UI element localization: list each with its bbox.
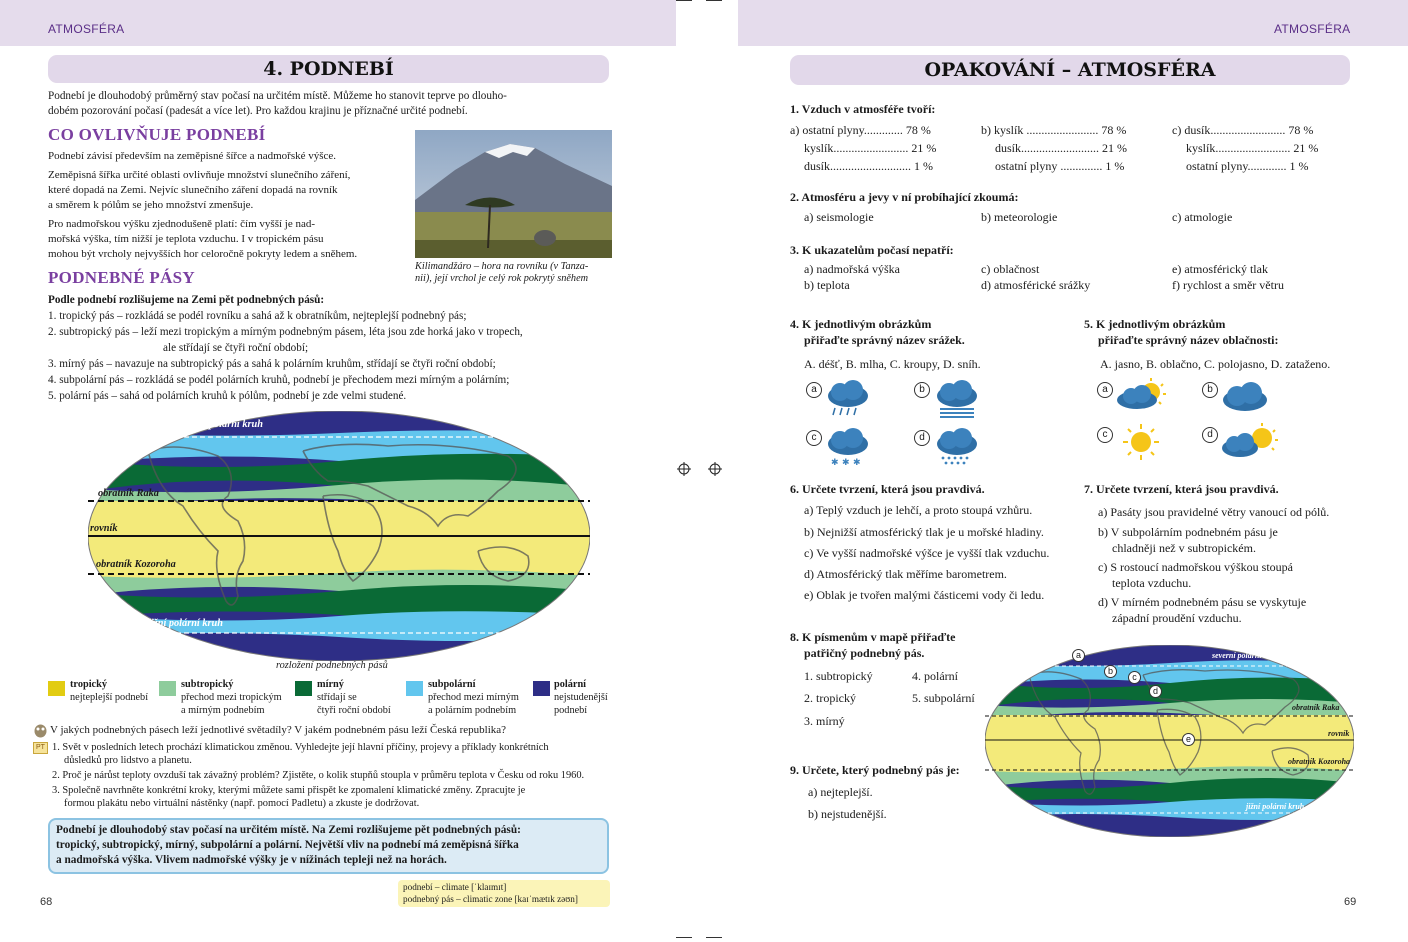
q4-options: A. déšť, B. mlha, C. kroupy, D. sníh. — [804, 357, 981, 371]
task-3a: 3. Společně navrhněte konkrétní kroky, kterými můžete sami přispět ke zpomalení klimatické změny. Zpracujte je — [52, 785, 526, 796]
task-1b: důsledků pro lidstvo a planetu. — [64, 755, 192, 766]
q6-option-e: e) Oblak je tvořen malými částicemi vody či ledu. — [804, 588, 1045, 602]
q1-option-a2: kyslík......................... 21 % — [804, 141, 937, 155]
q5-heading-1: 5. K jednotlivým obrázkům — [1084, 317, 1226, 331]
rmap-marker-c: c — [1128, 671, 1141, 684]
belt-5: 5. polární pás – sahá od polárních kruhů k pólům, podnebí je zde velmi studené. — [48, 390, 407, 402]
q3-option-b: b) teplota — [804, 278, 850, 292]
partly-cloudy-icon — [1115, 378, 1167, 414]
page-number-right: 69 — [1344, 896, 1357, 908]
q8-option-5: 5. subpolární — [912, 691, 975, 705]
q8-heading-2: patřičný podnebný pás. — [804, 646, 925, 660]
summary-line-3: a nadmořská výška. Vlivem nadmořské výšky je v nížinách tepleji než na horách. — [56, 854, 447, 866]
belt-4: 4. subpolární pás – rozkládá se podél polárních kruhů, podnebí je přechodem mezi mírným a polárním; — [48, 374, 510, 386]
legend-polar-desc1: nejstudenější — [554, 692, 608, 703]
legend-polar-desc2: podnebí — [554, 705, 588, 716]
legend-swatch-subtropical — [159, 681, 176, 696]
rain-cloud-icon — [825, 380, 871, 418]
task-3b: formou plakátu nebo virtuální nástěnky (např. pomocí Padletu) a zkuste je dodržovat. — [64, 798, 420, 809]
snow-cloud-icon — [825, 428, 871, 468]
q4-label-c: c — [806, 430, 822, 446]
map-caption: rozložení podnebných pásů — [276, 660, 388, 671]
q5-label-b: b — [1202, 382, 1218, 398]
q8-option-2: 2. tropický — [804, 691, 856, 705]
heading-belts: PODNEBNÉ PÁSY — [48, 268, 195, 287]
q6-heading: 6. Určete tvrzení, která jsou pravdivá. — [790, 482, 985, 496]
legend-swatch-subpolar — [406, 681, 423, 696]
q1-heading: 1. Vzduch v atmosféře tvoří: — [790, 102, 936, 116]
question-owl-icon — [33, 722, 48, 738]
fog-cloud-icon — [934, 380, 980, 420]
q1-option-c1: c) dusík......................... 78 % — [1172, 123, 1314, 137]
q9-heading: 9. Určete, který podnebný pás je: — [790, 763, 960, 777]
question-text: V jakých podnebných pásech leží jednotlivé světadíly? V jakém podnebném pásu leží Česká republika? — [50, 724, 507, 736]
q6-option-b: b) Nejnižší atmosférický tlak je u mořské hladiny. — [804, 525, 1044, 539]
hail-cloud-icon — [934, 428, 980, 468]
rmap-label-equator: rovník — [1328, 729, 1350, 738]
crop-mark — [706, 0, 722, 1]
section-label: ATMOSFÉRA — [1274, 22, 1351, 36]
q7-option-b2: chladněji než v subtropickém. — [1112, 541, 1256, 555]
q3-option-a: a) nadmořská výška — [804, 262, 900, 276]
q8-option-1: 1. subtropický — [804, 669, 873, 683]
crop-mark — [676, 0, 692, 1]
q7-option-c2: teplota vzduchu. — [1112, 576, 1192, 590]
kilimanjaro-photo — [415, 130, 612, 258]
q8-option-3: 3. mírný — [804, 714, 845, 728]
legend-subpolar-desc1: přechod mezi mírným — [428, 692, 519, 703]
map-label-cancer: obratník Raka — [98, 488, 159, 499]
q6-option-c: c) Ve vyšší nadmořské výšce je vyšší tlak vzduchu. — [804, 546, 1050, 560]
q9-option-a: a) nejteplejší. — [808, 785, 873, 799]
q2-heading: 2. Atmosféru a jevy v ní probíhající zkoumá: — [790, 190, 1019, 204]
q4-label-d: d — [914, 430, 930, 446]
rmap-label-south-circle: jižní polární kruh — [1246, 802, 1305, 811]
q6-option-d: d) Atmosférický tlak měříme barometrem. — [804, 567, 1007, 581]
legend-tropical-name: tropický — [70, 679, 107, 690]
summary-line-1: Podnebí je dlouhodobý stav počasí na určitém místě. Na Zemi rozlišujeme pět podnebných pásů: — [56, 824, 521, 836]
registration-mark-icon — [677, 462, 691, 476]
rmap-marker-a: a — [1072, 649, 1085, 662]
q3-option-e: e) atmosférický tlak — [1172, 262, 1268, 276]
legend-subtropical-desc1: přechod mezi tropickým — [181, 692, 282, 703]
legend-subtropical-name: subtropický — [181, 679, 234, 690]
q1-option-c3: ostatní plyny............. 1 % — [1186, 159, 1309, 173]
sun-behind-cloud-icon — [1220, 422, 1280, 460]
rmap-label-cancer: obratník Raka — [1292, 703, 1340, 712]
legend-subpolar-name: subpolární — [428, 679, 476, 690]
crop-mark — [676, 937, 692, 938]
q3-heading: 3. K ukazatelům počasí nepatří: — [790, 243, 954, 257]
q7-option-d1: d) V mírném podnebném pásu se vyskytuje — [1098, 595, 1307, 609]
intro-line-2: dobém pozorování počasí (padesát a více let). Pro každou krajinu je příznačné určité podnebí. — [48, 105, 468, 117]
factors-text-2a: Zeměpisná šířka určité oblasti ovlivňuje množství slunečního záření, — [48, 169, 351, 181]
photo-caption-1: Kilimandžáro – hora na rovníku (v Tanza- — [415, 261, 589, 272]
q7-heading: 7. Určete tvrzení, která jsou pravdivá. — [1084, 482, 1279, 496]
q5-label-a: a — [1097, 382, 1113, 398]
legend-swatch-tropical — [48, 681, 65, 696]
q9-option-b: b) nejstudenější. — [808, 807, 887, 821]
belt-2b: ale střídají se čtyři roční období; — [163, 342, 309, 354]
q1-option-b2: dusík.......................... 21 % — [995, 141, 1127, 155]
legend-subtropical-desc2: a mírným podnebím — [181, 705, 265, 716]
q1-option-a3: dusík........................... 1 % — [804, 159, 933, 173]
factors-text-2b: které dopadá na Zemi. Nejvíc slunečního záření dopadá na rovník — [48, 184, 338, 196]
crop-mark — [706, 937, 722, 938]
q2-option-a: a) seismologie — [804, 210, 874, 224]
q8-option-4: 4. polární — [912, 669, 958, 683]
svg-text:✱: ✱ — [831, 458, 839, 468]
q1-option-b1: b) kyslík ........................ 78 % — [981, 123, 1127, 137]
q7-option-b1: b) V subpolárním podnebném pásu je — [1098, 525, 1278, 539]
q1-option-c2: kyslík......................... 21 % — [1186, 141, 1319, 155]
q5-label-c: c — [1097, 427, 1113, 443]
rmap-marker-b: b — [1104, 665, 1117, 678]
page-title: 4. PODNEBÍ — [48, 55, 609, 83]
q1-option-a1: a) ostatní plyny............. 78 % — [790, 123, 931, 137]
intro-line-1: Podnebí je dlouhodobý průměrný stav počasí na určitém místě. Můžeme ho stanovit teprve po dlouho- — [48, 90, 507, 102]
rmap-label-capricorn: obratník Kozoroha — [1288, 757, 1351, 766]
factors-text-3b: mořská výška, tím nižší je teplota vzduchu. I v tropickém pásu — [48, 233, 324, 245]
heading-factors: CO OVLIVŇUJE PODNEBÍ — [48, 125, 266, 144]
q1-option-b3: ostatní plyny .............. 1 % — [995, 159, 1125, 173]
q8-heading-1: 8. K písmenům v mapě přiřaďte — [790, 630, 956, 644]
vocab-climatic-zone: podnebný pás – climatic zone [kaɪˈmætɪk zəʊn] — [403, 894, 578, 904]
q3-option-c: c) oblačnost — [981, 262, 1040, 276]
q7-option-c1: c) S rostoucí nadmořskou výškou stoupá — [1098, 560, 1293, 574]
belt-2a: 2. subtropický pás – leží mezi tropickým a mírným podnebným pásem, léta jsou zde horká jako v tropech, — [48, 326, 523, 338]
q2-option-b: b) meteorologie — [981, 210, 1058, 224]
q4-label-b: b — [914, 382, 930, 398]
q3-option-d: d) atmosférické srážky — [981, 278, 1091, 292]
registration-mark-icon — [708, 462, 722, 476]
factors-text-3c: mohou být vrcholy nejvyšších hor celoročně pokryty ledem a sněhem. — [48, 248, 358, 260]
summary-line-2: tropický, subtropický, mírný, subpolární a polární. Největší vliv na podnebí má zeměpisná šířka — [56, 839, 519, 851]
belts-intro: Podle podnebí rozlišujeme na Zemi pět podnebných pásů: — [48, 294, 325, 306]
rmap-label-north-circle: severní polární kruh — [1212, 651, 1280, 660]
legend-temperate-desc2: čtyři roční období — [317, 705, 391, 716]
overcast-cloud-icon — [1221, 380, 1269, 414]
q4-heading-1: 4. K jednotlivým obrázkům — [790, 317, 932, 331]
right-page — [738, 0, 1408, 942]
factors-text-1: Podnebí závisí především na zeměpisné šířce a nadmořské výšce. — [48, 150, 337, 162]
q5-options: A. jasno, B. oblačno, C. polojasno, D. zataženo. — [1100, 357, 1331, 371]
svg-text:✱: ✱ — [842, 458, 850, 468]
rmap-marker-d: d — [1149, 685, 1162, 698]
factors-text-3a: Pro nadmořskou výšku zjednodušeně platí: čím vyšší je nad- — [48, 218, 316, 230]
task-2: 2. Proč je nárůst teploty ovzduší tak závažný problém? Zjistěte, o kolik stupňů stoupla v průměru teplota v Česku od roku 1960. — [52, 770, 585, 781]
q7-option-a: a) Pasáty jsou pravidelné větry vanoucí od pólů. — [1098, 505, 1330, 519]
section-label: ATMOSFÉRA — [48, 22, 125, 36]
q7-option-d2: západní proudění vzduchu. — [1112, 611, 1242, 625]
q4-heading-2: přiřaďte správný název srážek. — [804, 333, 965, 347]
map-label-capricorn: obratník Kozoroha — [96, 559, 176, 570]
vocab-climate: podnebí – climate [ˈklaɪmɪt] — [403, 882, 507, 892]
map-label-equator: rovník — [90, 523, 118, 534]
belt-1: 1. tropický pás – rozkládá se podél rovníku a sahá až k obratníkům, nejteplejší podnebný pás; — [48, 310, 467, 322]
rmap-marker-e: e — [1182, 733, 1195, 746]
q5-label-d: d — [1202, 427, 1218, 443]
page-title: OPAKOVÁNÍ – ATMOSFÉRA — [790, 55, 1350, 85]
map-label-south-circle: jižní polární kruh — [148, 618, 223, 629]
pt-badge: PT — [33, 742, 48, 754]
svg-text:✱: ✱ — [853, 458, 861, 468]
legend-temperate-desc1: střídají se — [317, 692, 357, 703]
legend-swatch-temperate — [295, 681, 312, 696]
legend-polar-name: polární — [554, 679, 587, 690]
photo-caption-2: nii), její vrchol je celý rok pokrytý sněhem — [415, 273, 589, 284]
map-label-north-circle: severní polární kruh — [176, 419, 263, 430]
belt-3: 3. mírný pás – navazuje na subtropický pás a sahá k polárním kruhům, střídají se čtyři roční období; — [48, 358, 496, 370]
legend-subpolar-desc2: a polárním podnebím — [428, 705, 517, 716]
q5-heading-2: přiřaďte správný název oblačnosti: — [1098, 333, 1279, 347]
page-number-left: 68 — [40, 896, 53, 908]
factors-text-2c: a směrem k pólům se jeho množství zmenšuje. — [48, 199, 254, 211]
q2-option-c: c) atmologie — [1172, 210, 1233, 224]
left-page — [0, 0, 676, 942]
q4-label-a: a — [806, 382, 822, 398]
sun-icon — [1121, 422, 1161, 462]
q6-option-a: a) Teplý vzduch je lehčí, a proto stoupá vzhůru. — [804, 503, 1033, 517]
task-1a: 1. Svět v posledních letech prochází klimatickou změnou. Vyhledejte její hlavní příčiny, projevy a příklady konkrétních — [52, 742, 549, 753]
legend-swatch-polar — [533, 681, 550, 696]
legend-tropical-desc: nejteplejší podnebí — [70, 692, 149, 703]
q3-option-f: f) rychlost a směr větru — [1172, 278, 1284, 292]
legend-temperate-name: mírný — [317, 679, 344, 690]
